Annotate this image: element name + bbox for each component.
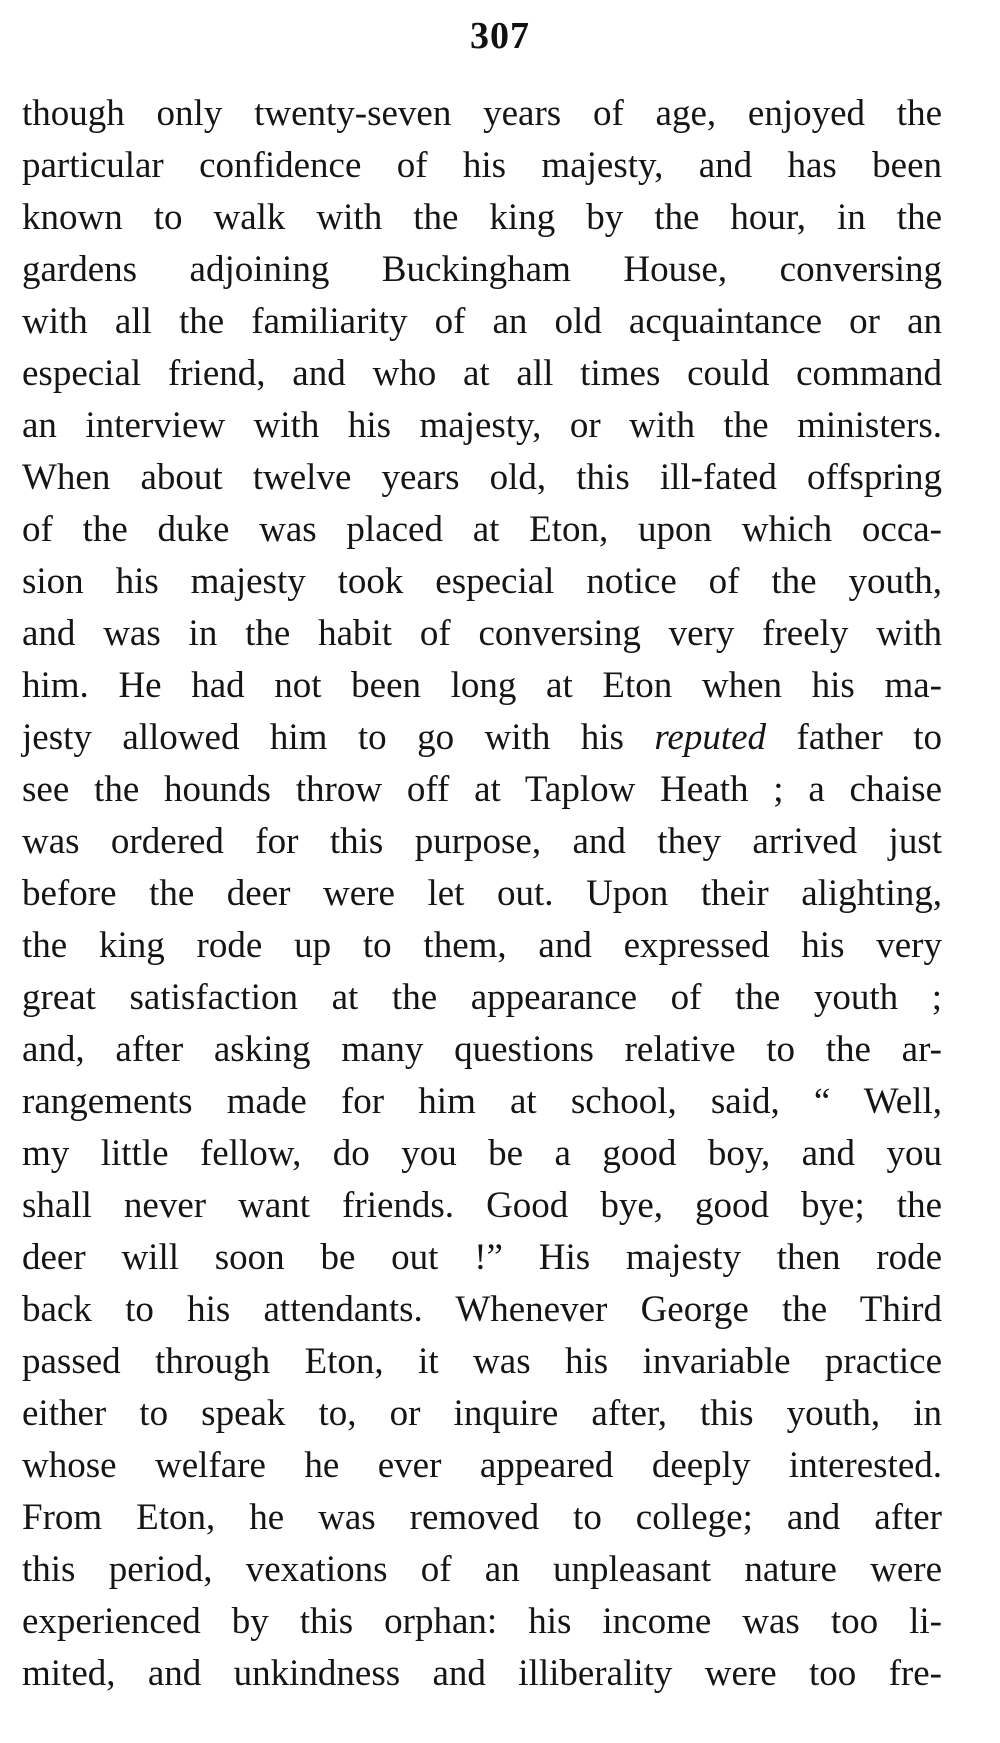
text-line: particular confidence of his majesty, and has been	[22, 145, 942, 186]
text-segment: jesty allowed him to go with his	[22, 717, 655, 758]
page-number: 307	[470, 15, 530, 57]
text-line: known to walk with the king by the hour, in the	[22, 197, 942, 238]
text-line: before the deer were let out. Upon their alighting,	[22, 873, 942, 914]
text-line: mited, and unkindness and illiberality were too fre-	[22, 1653, 942, 1694]
text-line: an interview with his majesty, or with the ministers.	[22, 405, 942, 446]
text-line: was ordered for this purpose, and they arrived just	[22, 821, 942, 862]
text-line: this period, vexations of an unpleasant nature were	[22, 1549, 942, 1590]
text-line: and, after asking many questions relative to the ar-	[22, 1029, 942, 1070]
italic-word: reputed	[654, 717, 767, 758]
text-line: passed through Eton, it was his invariable practice	[22, 1341, 942, 1382]
text-line: with all the familiarity of an old acquaintance or an	[22, 301, 942, 342]
text-line: experienced by this orphan: his income was too li-	[22, 1601, 942, 1642]
text-line: shall never want friends. Good bye, good bye; the	[22, 1185, 942, 1226]
text-line: whose welfare he ever appeared deeply interested.	[22, 1445, 942, 1486]
text-line: see the hounds throw off at Taplow Heath ; a chaise	[22, 769, 942, 810]
text-line: When about twelve years old, this ill-fated offspring	[22, 457, 942, 498]
text-line: and was in the habit of conversing very freely with	[22, 613, 942, 654]
text-line: my little fellow, do you be a good boy, and you	[22, 1133, 942, 1174]
text-line: deer will soon be out !” His majesty then rode	[22, 1237, 942, 1278]
text-line: though only twenty-seven years of age, enjoyed the	[22, 93, 942, 134]
text-line: great satisfaction at the appearance of the youth ;	[22, 977, 942, 1018]
text-line: gardens adjoining Buckingham House, conversing	[22, 249, 942, 290]
text-line: either to speak to, or inquire after, this youth, in	[22, 1393, 942, 1434]
text-line: back to his attendants. Whenever George the Third	[22, 1289, 942, 1330]
text-line: From Eton, he was removed to college; and after	[22, 1497, 942, 1538]
text-line: rangements made for him at school, said, “ Well,	[22, 1081, 942, 1122]
text-line: especial friend, and who at all times could command	[22, 353, 942, 394]
text-line: the king rode up to them, and expressed his very	[22, 925, 942, 966]
text-line: of the duke was placed at Eton, upon which occa-	[22, 509, 942, 550]
text-line-with-italic	[22, 712, 942, 764]
text-segment: father to	[766, 717, 942, 758]
body-text	[22, 88, 942, 1700]
text-line: him. He had not been long at Eton when his ma-	[22, 665, 942, 706]
text-line: sion his majesty took especial notice of the youth,	[22, 561, 942, 602]
